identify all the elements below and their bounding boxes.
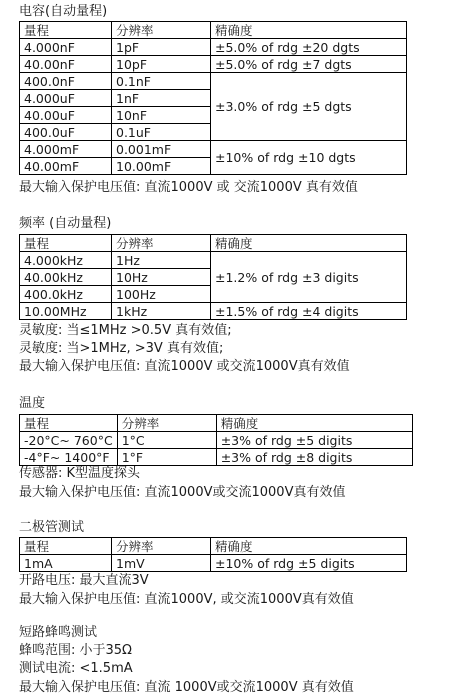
diode-note-2: 最大输入保护电压值: 直流1000V, 或交流1000V真有效值 (19, 592, 354, 607)
cell-range: -4°F~ 1400°F (20, 449, 118, 466)
cell-range: 10.00MHz (20, 303, 112, 320)
cell-resolution: 1Hz (112, 252, 211, 269)
cell-resolution: 1°F (117, 449, 216, 466)
cell-resolution: 0.1nF (112, 73, 211, 90)
cell-resolution: 1pF (112, 39, 211, 56)
header-range: 量程 (20, 538, 112, 555)
table-header-row (20, 415, 413, 432)
cell-resolution: 10.00mF (112, 158, 211, 175)
cell-accuracy: ±10% of rdg ±5 digits (211, 555, 407, 572)
temperature-note-1: 传感器: K型温度探头 (19, 466, 141, 481)
cell-accuracy: ±1.5% of rdg ±4 digits (211, 303, 407, 320)
header-resolution: 分辨率 (112, 22, 211, 39)
cell-range: 4.000uF (20, 90, 112, 107)
frequency-note-2: 灵敏度: 当>1MHz, >3V 真有效值; (19, 341, 224, 356)
cell-range: 400.0kHz (20, 286, 112, 303)
header-accuracy: 精确度 (211, 538, 407, 555)
table-row (20, 39, 407, 56)
cell-accuracy: ±5.0% of rdg ±7 dgts (211, 56, 407, 73)
cell-range: -20°C~ 760°C (20, 432, 118, 449)
header-resolution: 分辨率 (117, 415, 216, 432)
diode-note-1: 开路电压: 最大直流3V (19, 573, 149, 588)
cell-range: 40.00nF (20, 56, 112, 73)
temperature-table (19, 414, 413, 466)
continuity-title: 短路蜂鸣测试 (19, 625, 98, 640)
continuity-note-1: 蜂鸣范围: 小于35Ω (19, 643, 132, 658)
cell-range: 400.0uF (20, 124, 112, 141)
frequency-note-3: 最大输入保护电压值: 直流1000V 或交流1000V真有效值 (19, 359, 350, 374)
capacitance-title: 电容(自动量程) (19, 4, 108, 19)
cell-accuracy: ±3% of rdg ±5 digits (216, 432, 412, 449)
header-accuracy: 精确度 (211, 22, 407, 39)
table-header-row (20, 22, 407, 39)
table-header-row (20, 538, 407, 555)
table-row (20, 303, 407, 320)
temperature-note-2: 最大输入保护电压值: 直流1000V或交流1000V真有效值 (19, 485, 346, 500)
continuity-note-2: 测试电流: <1.5mA (19, 661, 133, 676)
cell-resolution: 1nF (112, 90, 211, 107)
header-accuracy: 精确度 (211, 235, 407, 252)
cell-range: 40.00uF (20, 107, 112, 124)
cell-range: 4.000mF (20, 141, 112, 158)
cell-accuracy: ±1.2% of rdg ±3 digits (211, 252, 407, 303)
cell-accuracy: ±3% of rdg ±8 digits (216, 449, 412, 466)
capacitance-table (19, 21, 407, 175)
cell-accuracy: ±3.0% of rdg ±5 dgts (211, 73, 407, 141)
table-row (20, 432, 413, 449)
capacitance-note: 最大输入保护电压值: 直流1000V 或 交流1000V 真有效值 (19, 180, 358, 195)
temperature-title: 温度 (19, 396, 46, 411)
table-row (20, 449, 413, 466)
cell-range: 4.000nF (20, 39, 112, 56)
table-row (20, 56, 407, 73)
cell-range: 400.0nF (20, 73, 112, 90)
header-range: 量程 (20, 415, 118, 432)
frequency-table (19, 234, 407, 320)
cell-resolution: 10Hz (112, 269, 211, 286)
cell-range: 40.00kHz (20, 269, 112, 286)
cell-accuracy: ±5.0% of rdg ±20 dgts (211, 39, 407, 56)
cell-resolution: 10nF (112, 107, 211, 124)
table-row (20, 141, 407, 158)
cell-range: 1mA (20, 555, 112, 572)
cell-range: 40.00mF (20, 158, 112, 175)
cell-resolution: 100Hz (112, 286, 211, 303)
header-accuracy: 精确度 (216, 415, 412, 432)
table-row (20, 555, 407, 572)
cell-resolution: 10pF (112, 56, 211, 73)
cell-resolution: 1mV (112, 555, 211, 572)
table-row (20, 73, 407, 90)
cell-accuracy: ±10% of rdg ±10 dgts (211, 141, 407, 175)
header-range: 量程 (20, 235, 112, 252)
cell-resolution: 0.1uF (112, 124, 211, 141)
continuity-note-3: 最大输入保护电压值: 直流 1000V或交流1000V 真有效值 (19, 680, 354, 695)
cell-range: 4.000kHz (20, 252, 112, 269)
cell-resolution: 1kHz (112, 303, 211, 320)
cell-resolution: 0.001mF (112, 141, 211, 158)
header-resolution: 分辨率 (112, 235, 211, 252)
table-row (20, 252, 407, 269)
header-range: 量程 (20, 22, 112, 39)
cell-resolution: 1°C (117, 432, 216, 449)
header-resolution: 分辨率 (112, 538, 211, 555)
diode-title: 二极管测试 (19, 520, 85, 535)
frequency-title: 频率 (自动量程) (19, 216, 112, 231)
table-header-row (20, 235, 407, 252)
frequency-note-1: 灵敏度: 当≤1MHz >0.5V 真有效值; (19, 323, 232, 338)
diode-table (19, 537, 407, 572)
